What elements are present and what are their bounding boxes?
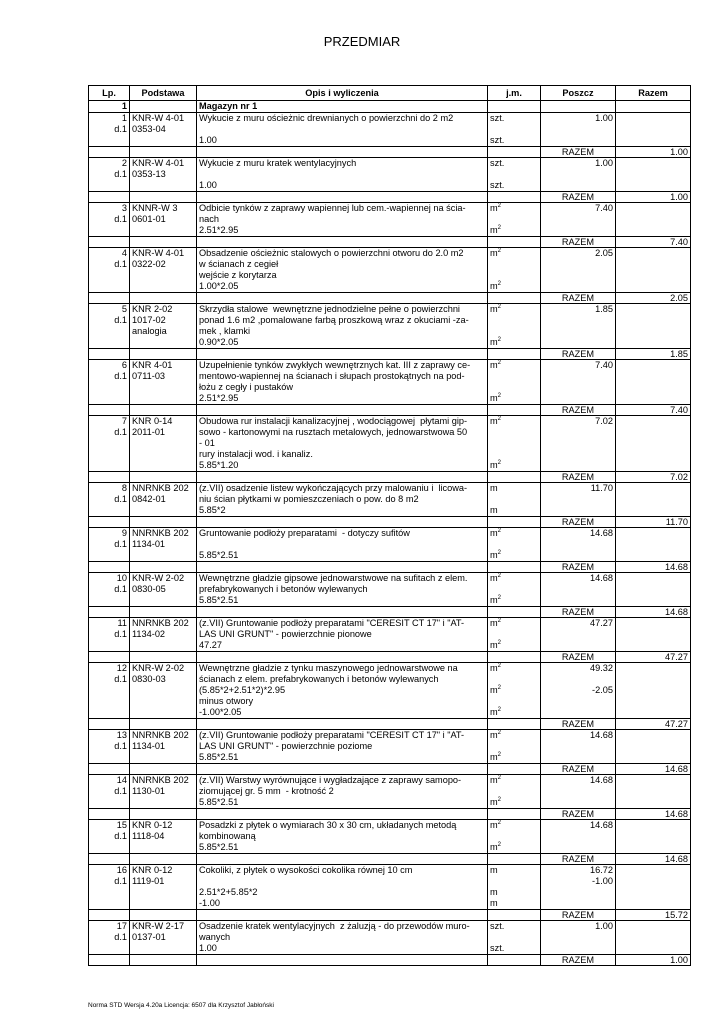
item-razem-empty — [616, 573, 691, 607]
razem-blank — [488, 237, 541, 248]
item-jm: szt. szt. — [488, 113, 541, 147]
razem-value: 14.68 — [616, 854, 691, 865]
item-jm: $m^2$ $m^2$ — [488, 775, 541, 809]
razem-blank — [89, 293, 130, 304]
item-razem-empty — [616, 113, 691, 147]
header-podstawa: Podstawa — [130, 86, 197, 101]
razem-label: RAZEM — [541, 910, 616, 921]
razem-blank — [197, 147, 488, 158]
razem-blank — [89, 472, 130, 483]
razem-blank — [488, 719, 541, 730]
item-podstawa: NNRNKB 202 1134-01 — [130, 528, 197, 562]
item-razem-empty — [616, 921, 691, 955]
razem-blank — [488, 192, 541, 203]
razem-blank — [89, 607, 130, 618]
razem-label: RAZEM — [541, 562, 616, 573]
item-poszcz: 16.72 -1.00 — [541, 865, 616, 910]
item-podstawa: KNR-W 2-17 0137-01 — [130, 921, 197, 955]
item-opis: Obudowa rur instalacji kanalizacyjnej , wodociągowej płytami gip- sowo - kartonowymi na rusztach metalowych, jednowarstwowa 50 - 01 rury instalacji wod. i kanaliz. 5.85*1.20 — [197, 416, 488, 472]
item-jm: $m^2$ $m^2$ — [488, 360, 541, 405]
item-podstawa: KNR 4-01 0711-03 — [130, 360, 197, 405]
item-podstawa: KNNR-W 3 0601-01 — [130, 203, 197, 237]
item-poszcz: 14.68 — [541, 820, 616, 854]
razem-blank — [488, 809, 541, 820]
razem-blank — [130, 910, 197, 921]
item-opis: (z.VII) Warstwy wyrównujące i wygładzające z zaprawy samopo- ziomującej gr. 5 mm - krotność 2 5.85*2.51 — [197, 775, 488, 809]
item-opis: Wewnętrzne gładzie z tynku maszynowego jednowarstwowe na ścianach z elem. prefabrykowanych i betonów wylewanych (5.85*2+2.51*2)*2.95 minus otwory -1.00*2.05 — [197, 663, 488, 719]
item-podstawa: KNR-W 4-01 0353-13 — [130, 158, 197, 192]
table-row — [89, 663, 691, 719]
item-lp: 1 d.1 — [89, 113, 130, 147]
item-poszcz: 47.27 — [541, 618, 616, 652]
razem-blank — [197, 910, 488, 921]
razem-blank — [197, 719, 488, 730]
razem-row — [89, 652, 691, 663]
razem-blank — [130, 854, 197, 865]
razem-blank — [89, 764, 130, 775]
razem-blank — [89, 349, 130, 360]
item-jm: $m^2$ $m^2$ — [488, 730, 541, 764]
razem-blank — [89, 955, 130, 966]
razem-blank — [89, 854, 130, 865]
item-podstawa: NNRNKB 202 0842-01 — [130, 483, 197, 517]
table-row — [89, 248, 691, 293]
table-row — [89, 113, 691, 147]
table-row — [89, 618, 691, 652]
razem-label: RAZEM — [541, 237, 616, 248]
item-lp: 2 d.1 — [89, 158, 130, 192]
item-poszcz: 14.68 — [541, 775, 616, 809]
razem-row — [89, 237, 691, 248]
razem-blank — [130, 472, 197, 483]
razem-row — [89, 764, 691, 775]
razem-blank — [89, 562, 130, 573]
item-opis: Uzupełnienie tynków zwykłych wewnętrznych kat. III z zaprawy ce- mentowo-wapiennej na ścianach i słupach prostokątnych na pod- łożu z cegły i pustaków 2.51*2.95 — [197, 360, 488, 405]
razem-blank — [197, 405, 488, 416]
razem-row — [89, 349, 691, 360]
razem-value: 2.05 — [616, 293, 691, 304]
item-razem-empty — [616, 304, 691, 349]
razem-blank — [130, 955, 197, 966]
razem-blank — [197, 192, 488, 203]
razem-blank — [488, 517, 541, 528]
item-opis: Wewnętrzne gładzie gipsowe jednowarstwowe na sufitach z elem. prefabrykowanych i betonów wylewanych 5.85*2.51 — [197, 573, 488, 607]
table-row — [89, 730, 691, 764]
item-jm: $m^2$ $m^2$ — [488, 203, 541, 237]
item-razem-empty — [616, 865, 691, 910]
item-opis: (z.VII) osadzenie listew wykończających przy malowaniu i licowa- niu ścian płytkami w pomieszczeniach o pow. do 8 m2 5.85*2 — [197, 483, 488, 517]
item-lp: 14 d.1 — [89, 775, 130, 809]
section-lp: 1 — [89, 101, 130, 113]
item-podstawa: NNRNKB 202 1130-01 — [130, 775, 197, 809]
item-lp: 3 d.1 — [89, 203, 130, 237]
razem-row — [89, 910, 691, 921]
item-podstawa: KNR-W 4-01 0353-04 — [130, 113, 197, 147]
item-podstawa: KNR-W 2-02 0830-03 — [130, 663, 197, 719]
item-lp: 15 d.1 — [89, 820, 130, 854]
razem-row — [89, 147, 691, 158]
section-jm — [488, 101, 541, 113]
item-lp: 10 d.1 — [89, 573, 130, 607]
razem-blank — [197, 517, 488, 528]
razem-row — [89, 809, 691, 820]
item-razem-empty — [616, 248, 691, 293]
razem-blank — [488, 910, 541, 921]
razem-blank — [197, 764, 488, 775]
item-jm: $m^2$ $m^2$ $m^2$ — [488, 663, 541, 719]
item-opis: Posadzki z płytek o wymiarach 30 x 30 cm, układanych metodą kombinowaną 5.85*2.51 — [197, 820, 488, 854]
item-razem-empty — [616, 730, 691, 764]
item-razem-empty — [616, 360, 691, 405]
item-razem-empty — [616, 158, 691, 192]
razem-label: RAZEM — [541, 607, 616, 618]
razem-label: RAZEM — [541, 652, 616, 663]
razem-value: 14.68 — [616, 607, 691, 618]
item-razem-empty — [616, 528, 691, 562]
razem-label: RAZEM — [541, 719, 616, 730]
item-podstawa: KNR 0-12 1118-04 — [130, 820, 197, 854]
item-poszcz: 49.32 -2.05 — [541, 663, 616, 719]
header-opis: Opis i wyliczenia — [197, 86, 488, 101]
razem-blank — [488, 955, 541, 966]
table-row — [89, 528, 691, 562]
razem-value: 47.27 — [616, 652, 691, 663]
razem-value: 14.68 — [616, 764, 691, 775]
razem-value: 7.02 — [616, 472, 691, 483]
item-opis: Skrzydła stalowe wewnętrzne jednodzielne pełne o powierzchni ponad 1.6 m2 ,pomalowane farbą proszkową wraz z okuciami -za- mek , klamki 0.90*2.05 — [197, 304, 488, 349]
table-row — [89, 865, 691, 910]
razem-row — [89, 405, 691, 416]
item-lp: 12 d.1 — [89, 663, 130, 719]
razem-blank — [89, 405, 130, 416]
razem-blank — [130, 192, 197, 203]
item-opis: Wykucie z muru kratek wentylacyjnych 1.00 — [197, 158, 488, 192]
razem-blank — [488, 562, 541, 573]
razem-row — [89, 192, 691, 203]
razem-value: 7.40 — [616, 237, 691, 248]
item-poszcz: 14.68 — [541, 730, 616, 764]
item-podstawa: KNR 0-12 1119-01 — [130, 865, 197, 910]
razem-label: RAZEM — [541, 293, 616, 304]
item-jm: $m^2$ $m^2$ — [488, 416, 541, 472]
razem-label: RAZEM — [541, 405, 616, 416]
item-jm: $m^2$ $m^2$ — [488, 820, 541, 854]
item-opis: Obsadzenie ościeżnic stalowych o powierzchni otworu do 2.0 m2 w ścianach z cegieł wejście z korytarza 1.00*2.05 — [197, 248, 488, 293]
item-razem-empty — [616, 483, 691, 517]
razem-value: 1.00 — [616, 192, 691, 203]
razem-label: RAZEM — [541, 349, 616, 360]
razem-label: RAZEM — [541, 147, 616, 158]
footer-license: Norma STD Wersja 4.20a Licencja: 6507 dla Krzysztof Jabłoński — [88, 1002, 274, 1009]
item-podstawa: KNR 2-02 1017-02 analogia — [130, 304, 197, 349]
item-jm: $m^2$ $m^2$ — [488, 304, 541, 349]
item-lp: 9 d.1 — [89, 528, 130, 562]
razem-blank — [197, 472, 488, 483]
razem-value: 11.70 — [616, 517, 691, 528]
item-opis: Wykucie z muru ościeżnic drewnianych o powierzchni do 2 m2 1.00 — [197, 113, 488, 147]
razem-value: 1.00 — [616, 955, 691, 966]
item-razem-empty — [616, 820, 691, 854]
item-poszcz: 1.00 — [541, 921, 616, 955]
razem-blank — [197, 607, 488, 618]
item-razem-empty — [616, 663, 691, 719]
razem-blank — [488, 764, 541, 775]
razem-blank — [89, 652, 130, 663]
razem-blank — [488, 854, 541, 865]
razem-value: 7.40 — [616, 405, 691, 416]
section-podstawa — [130, 101, 197, 113]
header-jm: j.m. — [488, 86, 541, 101]
item-lp: 7 d.1 — [89, 416, 130, 472]
item-poszcz: 1.00 — [541, 113, 616, 147]
section-poszcz — [541, 101, 616, 113]
item-lp: 8 d.1 — [89, 483, 130, 517]
razem-row — [89, 472, 691, 483]
razem-blank — [130, 405, 197, 416]
razem-blank — [488, 405, 541, 416]
item-poszcz: 7.40 — [541, 203, 616, 237]
razem-label: RAZEM — [541, 472, 616, 483]
razem-label: RAZEM — [541, 955, 616, 966]
header-razem: Razem — [616, 86, 691, 101]
item-lp: 4 d.1 — [89, 248, 130, 293]
item-podstawa: KNR-W 2-02 0830-05 — [130, 573, 197, 607]
razem-blank — [89, 910, 130, 921]
razem-row — [89, 854, 691, 865]
item-jm: $m^2$ $m^2$ — [488, 528, 541, 562]
item-opis: (z.VII) Gruntowanie podłoży preparatami "CERESIT CT 17" i "AT- LAS UNI GRUNT" - powierzchnie poziome 5.85*2.51 — [197, 730, 488, 764]
table-row — [89, 360, 691, 405]
section-row — [89, 101, 691, 113]
item-poszcz: 1.00 — [541, 158, 616, 192]
razem-value: 14.68 — [616, 809, 691, 820]
razem-blank — [488, 607, 541, 618]
razem-blank — [130, 147, 197, 158]
razem-blank — [130, 293, 197, 304]
item-podstawa: NNRNKB 202 1134-02 — [130, 618, 197, 652]
table-row — [89, 573, 691, 607]
item-poszcz: 14.68 — [541, 573, 616, 607]
razem-blank — [488, 349, 541, 360]
item-jm: m m m — [488, 865, 541, 910]
razem-blank — [130, 562, 197, 573]
item-podstawa: KNR-W 4-01 0322-02 — [130, 248, 197, 293]
razem-blank — [130, 349, 197, 360]
table-row — [89, 483, 691, 517]
table-row — [89, 203, 691, 237]
table-header-row — [89, 86, 691, 101]
item-lp: 16 d.1 — [89, 865, 130, 910]
razem-blank — [197, 349, 488, 360]
razem-label: RAZEM — [541, 764, 616, 775]
table-row — [89, 158, 691, 192]
item-lp: 6 d.1 — [89, 360, 130, 405]
razem-blank — [488, 652, 541, 663]
razem-blank — [130, 237, 197, 248]
razem-row — [89, 607, 691, 618]
razem-row — [89, 517, 691, 528]
razem-row — [89, 562, 691, 573]
razem-blank — [130, 764, 197, 775]
razem-blank — [488, 472, 541, 483]
razem-blank — [130, 809, 197, 820]
item-jm: $m^2$ $m^2$ — [488, 248, 541, 293]
razem-value: 47.27 — [616, 719, 691, 730]
razem-blank — [488, 293, 541, 304]
item-razem-empty — [616, 416, 691, 472]
item-opis: Osadzenie kratek wentylacyjnych z żaluzją - do przewodów muro- wanych 1.00 — [197, 921, 488, 955]
razem-blank — [89, 192, 130, 203]
table-row — [89, 416, 691, 472]
item-opis: Gruntowanie podłoży preparatami - dotyczy sufitów 5.85*2.51 — [197, 528, 488, 562]
razem-row — [89, 293, 691, 304]
razem-blank — [89, 517, 130, 528]
razem-blank — [89, 147, 130, 158]
item-razem-empty — [616, 618, 691, 652]
razem-blank — [89, 809, 130, 820]
item-poszcz: 7.02 — [541, 416, 616, 472]
razem-label: RAZEM — [541, 192, 616, 203]
header-lp: Lp. — [89, 86, 130, 101]
item-razem-empty — [616, 775, 691, 809]
razem-label: RAZEM — [541, 517, 616, 528]
razem-label: RAZEM — [541, 854, 616, 865]
page-title: PRZEDMIAR — [323, 34, 401, 49]
item-podstawa: KNR 0-14 2011-01 — [130, 416, 197, 472]
item-lp: 17 d.1 — [89, 921, 130, 955]
table-body — [89, 101, 691, 966]
razem-blank — [89, 237, 130, 248]
item-opis: Cokoliki, z płytek o wysokości cokolika równej 10 cm 2.51*2+5.85*2 -1.00 — [197, 865, 488, 910]
razem-value: 1.00 — [616, 147, 691, 158]
item-razem-empty — [616, 203, 691, 237]
razem-blank — [197, 562, 488, 573]
item-jm: $m^2$ $m^2$ — [488, 618, 541, 652]
item-jm: szt. szt. — [488, 921, 541, 955]
item-poszcz: 7.40 — [541, 360, 616, 405]
item-poszcz: 11.70 — [541, 483, 616, 517]
item-opis: (z.VII) Gruntowanie podłoży preparatami "CERESIT CT 17" i "AT- LAS UNI GRUNT" - powierzchnie pionowe 47.27 — [197, 618, 488, 652]
item-jm: m m — [488, 483, 541, 517]
section-title: Magazyn nr 1 — [197, 101, 488, 113]
item-poszcz: 1.85 — [541, 304, 616, 349]
razem-blank — [197, 809, 488, 820]
razem-blank — [130, 719, 197, 730]
razem-value: 14.68 — [616, 562, 691, 573]
table-row — [89, 921, 691, 955]
razem-blank — [197, 854, 488, 865]
razem-blank — [197, 652, 488, 663]
przedmiar-table — [88, 85, 691, 966]
header-poszcz: Poszcz — [541, 86, 616, 101]
table-row — [89, 304, 691, 349]
razem-row — [89, 955, 691, 966]
item-podstawa: NNRNKB 202 1134-01 — [130, 730, 197, 764]
item-poszcz: 2.05 — [541, 248, 616, 293]
item-lp: 11 d.1 — [89, 618, 130, 652]
razem-blank — [130, 652, 197, 663]
item-opis: Odbicie tynków z zaprawy wapiennej lub cem.-wapiennej na ścia- nach 2.51*2.95 — [197, 203, 488, 237]
razem-blank — [89, 719, 130, 730]
razem-value: 15.72 — [616, 910, 691, 921]
item-poszcz: 14.68 — [541, 528, 616, 562]
item-jm: $m^2$ $m^2$ — [488, 573, 541, 607]
item-lp: 13 d.1 — [89, 730, 130, 764]
razem-blank — [130, 607, 197, 618]
razem-blank — [197, 237, 488, 248]
table-row — [89, 820, 691, 854]
razem-blank — [130, 517, 197, 528]
razem-blank — [197, 293, 488, 304]
razem-label: RAZEM — [541, 809, 616, 820]
razem-blank — [488, 147, 541, 158]
razem-row — [89, 719, 691, 730]
table-row — [89, 775, 691, 809]
item-jm: szt. szt. — [488, 158, 541, 192]
section-razem — [616, 101, 691, 113]
razem-blank — [197, 955, 488, 966]
item-lp: 5 d.1 — [89, 304, 130, 349]
razem-value: 1.85 — [616, 349, 691, 360]
